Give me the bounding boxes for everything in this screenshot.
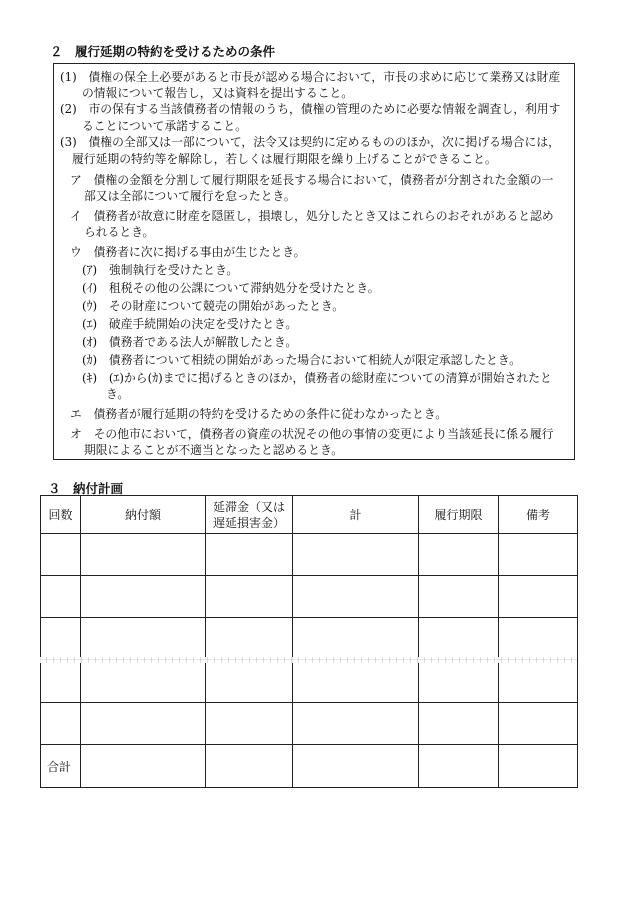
condition-line: の情報について報告し，又は資料を提出すること。: [82, 86, 354, 100]
condition-line: エ 債務者が履行延期の特約を受けるための条件に従わなかったとき。: [70, 407, 448, 421]
table-cell[interactable]: [41, 534, 81, 576]
table-cell[interactable]: [293, 745, 419, 788]
table-row: [41, 703, 578, 745]
col-header-total: 計: [293, 496, 419, 534]
condition-line: ることについて承諾すること。: [82, 119, 247, 133]
condition-line: き。: [106, 387, 130, 401]
condition-line: (1) 債権の保全上必要があると市長が認める場合において，市長の求めに応じて業務又は財産: [60, 70, 561, 84]
table-cell[interactable]: [293, 534, 419, 576]
table-cell[interactable]: [81, 534, 206, 576]
col-header-count: 回数: [41, 496, 81, 534]
scan-artifact-divider: [40, 657, 577, 663]
condition-line: (ｷ) (ｴ)から(ｶ)までに掲げるときのほか，債務者の総財産についての清算が開始されたと: [82, 371, 552, 385]
condition-line: ウ 債務者に次に掲げる事由が生じたとき。: [70, 245, 306, 259]
payment-plan-table: [40, 495, 578, 788]
condition-line: (ｵ) 債務者である法人が解散したとき。: [82, 335, 298, 349]
table-cell[interactable]: [293, 660, 419, 703]
late-fee-line-1: 延滞金（又は: [212, 499, 285, 514]
table-cell[interactable]: [41, 576, 81, 618]
section-3-heading: ３ 納付計画: [48, 481, 124, 496]
condition-line: (ｲ) 租税その他の公課について滞納処分を受けたとき。: [82, 281, 380, 295]
table-cell[interactable]: [419, 618, 499, 660]
condition-line: イ 債務者が故意に財産を隠匿し，損壊し，処分したとき又はこれらのおそれがあると認め: [70, 209, 554, 223]
table-cell[interactable]: [499, 745, 578, 788]
table-cell[interactable]: [81, 660, 206, 703]
table-cell[interactable]: [499, 703, 578, 745]
condition-line: (2) 市の保有する当該債務者の情報のうち，債権の管理のために必要な情報を調査し，利用す: [60, 102, 561, 116]
late-fee-line-2: 遅延損害金）: [212, 515, 285, 530]
table-cell[interactable]: [293, 618, 419, 660]
condition-line: ア 債権の金額を分割して履行期限を延長する場合において，債務者が分割された金額の一: [70, 173, 554, 187]
col-header-remarks: 備考: [499, 496, 578, 534]
table-cell[interactable]: [499, 660, 578, 703]
table-cell[interactable]: [206, 660, 293, 703]
condition-line: られるとき。: [84, 225, 155, 239]
condition-line: 履行延期の特約等を解除し，若しくは履行期限を繰り上げることができること。: [72, 152, 497, 166]
table-cell[interactable]: [293, 703, 419, 745]
table-cell[interactable]: [41, 618, 81, 660]
condition-line: (3) 債権の全部又は一部について，法令又は契約に定めるもののほか，次に掲げる場合には，: [60, 135, 560, 149]
table-cell[interactable]: [293, 576, 419, 618]
table-cell[interactable]: [206, 703, 293, 745]
table-row: [41, 534, 578, 576]
condition-line: (ｳ) その財産について競売の開始があったとき。: [82, 299, 345, 313]
table-cell[interactable]: [81, 576, 206, 618]
col-header-late-fee: [206, 496, 293, 534]
table-cell[interactable]: [206, 534, 293, 576]
table-cell[interactable]: [81, 745, 206, 788]
condition-line: 部又は全部について履行を怠ったとき。: [84, 189, 296, 203]
col-header-due-date: 履行期限: [419, 496, 499, 534]
table-row: [41, 618, 578, 660]
table-cell[interactable]: [499, 534, 578, 576]
condition-line: (ｴ) 破産手続開始の決定を受けたとき。: [82, 317, 298, 331]
section-2-heading: ２ 履行延期の特約を受けるための条件: [50, 44, 276, 59]
table-cell[interactable]: [419, 534, 499, 576]
condition-line: (ｱ) 強制執行を受けたとき。: [82, 263, 239, 277]
table-cell[interactable]: [81, 618, 206, 660]
table-cell[interactable]: [81, 703, 206, 745]
col-header-amount: 納付額: [81, 496, 206, 534]
table-cell[interactable]: [41, 660, 81, 703]
total-label: 合計: [41, 745, 81, 788]
table-cell[interactable]: [419, 745, 499, 788]
table-cell[interactable]: [419, 576, 499, 618]
table-cell[interactable]: [499, 576, 578, 618]
table-cell[interactable]: [206, 745, 293, 788]
condition-line: オ その他市において，債務者の資産の状況その他の事情の変更により当該延長に係る履行: [70, 427, 554, 441]
table-row: [41, 660, 578, 703]
condition-line: 期限によることが不適当となったと認めるとき。: [84, 443, 344, 457]
table-cell[interactable]: [419, 703, 499, 745]
table-cell[interactable]: [499, 618, 578, 660]
table-cell[interactable]: [206, 618, 293, 660]
table-cell[interactable]: [206, 576, 293, 618]
table-row: [41, 576, 578, 618]
condition-line: (ｶ) 債務者について相続の開始があった場合において相続人が限定承認したとき。: [82, 353, 521, 367]
table-cell[interactable]: [41, 703, 81, 745]
header-row: [41, 496, 578, 534]
total-row: [41, 745, 578, 788]
conditions-box: [53, 63, 575, 460]
table-cell[interactable]: [419, 660, 499, 703]
